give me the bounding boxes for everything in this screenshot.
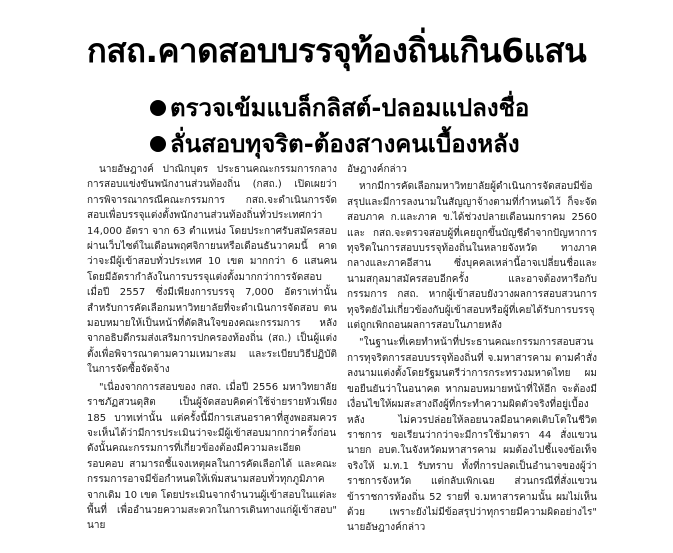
left-column: [87, 162, 337, 534]
paragraph: นายอัษฎางค์ ปาณิกบุตร ประธานคณะกรรมการกลางการสอบแข่งขันพนักงานส่วนท้องถิ่น (กสถ.) เปิดเผยว่า การพิจารณากรณีคณะกรรมการ กสถ.จะดำเนินการจัดสอบเพื่อบรรจุแต่งตั้งพนักงานส่วนท้องถิ่นทั่วประเทศกว่า 14,000 อัตรา จาก 63 ตำแหน่ง โดยประกาศรับสมัครสอบผ่านเว็บไซต์ในเดือนพฤศจิกายนหรือเดือนธันวาคมนี้ คาดว่าจะมีผู้เข้าสอบทั่วประเทศ 10 เขต มากกว่า 6 แสนคน โดยมีอัตรากำลังในการบรรจุแต่งตั้งมากกว่าการจัดสอบเมื่อปี 2557 ซึ่งมีเพียงการบรรจุ 7,000 อัตราเท่านั้น สำหรับการคัดเลือกมหาวิทยาลัยที่จะดำเนินการจัดสอบ ตนมอบหมายให้เป็นหน้าที่ตัดสินใจของคณะกรรมการ หลังจากอธิบดีกรมส่งเสริมการปกครองท้องถิ่น (สถ.) เป็นผู้แต่งตั้งเพื่อพิจารณาตามความเหมาะสม และระเบียบวิธีปฏิบัติในการจัดซื้อจัดจ้าง: [87, 164, 337, 376]
bullet-icon: [150, 100, 166, 116]
subhead-1: [150, 88, 620, 127]
headline: กสถ.คาดสอบบรรจุท้องถิ่นเกิน6แสน: [86, 31, 587, 70]
bullet-icon: [150, 136, 166, 152]
right-column: [347, 162, 597, 536]
paragraph: หากมีการคัดเลือกมหาวิทยาลัยผู้ดำเนินการจัดสอบมีข้อสรุปและมีการลงนามในสัญญาจ้างตามที่กำหนดไว้ ก็จะจัดสอบภาค ก.และภาค ข.ได้ช่วงปลายเดือนมกราคม 2560 และ กสถ.จะตรวจสอบผู้ที่เคยถูกขึ้นบัญชีดำจากปัญหาการทุจริตในการสอบบรรจุท้องถิ่นในหลายจังหวัด ทางภาคกลางและภาคอีสาน ซึ่งบุคคลเหล่านี้อาจเปลี่ยนชื่อและนามสกุลมาสมัครสอบอีกครั้ง และอาจต้องหารือกับกรรมการ กสถ. หากผู้เข้าสอบยังวางผลการสอบสวนการทุจริตยังไม่เกี่ยวข้องกับผู้เข้าสอบหรือผู้ที่เคยได้รับการบรรจุแต่ถูกเพิกถอนผลการสอบในภายหลัง: [347, 181, 597, 332]
paragraph: "ในฐานะที่เคยทำหน้าที่ประธานคณะกรรมการสอบสวนการทุจริตการสอบบรรจุท้องถิ่นที่ จ.มหาสารคาม ตามคำสั่งลงนามแต่งตั้งโดยรัฐมนตรีว่าการกระทรวงมหาดไทย ผมขอยืนยันว่าในอนาคต หากมอบหมายหน้าที่ให้อีก จะต้องมีเงื่อนไขให้ผมสะสางถึงผู้ที่กระทำความผิดตัวจริงที่อยู่เบื้องหลัง ไม่ควรปล่อยให้ลอยนวลมีอนาคตเติบโตในชีวิตราชการ ขอเรียนว่ากว่าจะมีการใช้มาตรา 44 สั่งแขวนนายก อบต.ในจังหวัดมหาสารคาม ผมต้องไปชี้แจงข้อเท็จจริงให้ ม.ท.1 รับทราบ ทั้งที่การปลดเป็นอำนาจของผู้ว่าราชการจังหวัด แต่กลับเพิกเฉย ส่วนกรณีที่สั่งแขวนข้าราชการท้องถิ่น 52 รายที่ จ.มหาสารคามนั้น ผมไม่เห็นด้วย เพราะยังไม่มีข้อสรุปว่าทุกรายมีความผิดอย่างไร" นายอัษฎางค์กล่าว: [347, 337, 597, 534]
paragraph-continuation: อัษฎางค์กล่าว: [347, 164, 407, 175]
subhead-1-text: ตรวจเข้มแบล็กลิสต์-ปลอมแปลงชื่อ: [170, 94, 530, 122]
paragraph: "เนื่องจากการสอบของ กสถ. เมื่อปี 2556 มหาวิทยาลัยราชภัฏสวนดุสิต เป็นผู้จัดสอบคิดค่าใช้จ่ายรายหัวเพียง 185 บาทเท่านั้น แต่ครั้งนี้มีการเสนอราคาที่สูงพอสมควร จะเห็นได้ว่ามีการประเมินว่าจะมีผู้เข้าสอบมากกว่าครั้งก่อน ดังนั้นคณะกรรมการที่เกี่ยวข้องต้องมีความละเอียดรอบคอบ สามารถชี้แจงเหตุผลในการคัดเลือกได้ และคณะกรรมการอาจมีข้อกำหนดให้เพิ่มสนามสอบทั่วทุกภูมิภาคจากเดิม 10 เขต โดยประเมินจากจำนวนผู้เข้าสอบในแต่ละพื้นที่ เพื่ออำนวยความสะดวกในการเดินทางแก่ผู้เข้าสอบ" นาย: [87, 381, 337, 532]
subhead-2-text: ลั่นสอบทุจริต-ต้องสางคนเบื้องหลัง: [170, 130, 520, 158]
subhead-2: [150, 124, 620, 163]
